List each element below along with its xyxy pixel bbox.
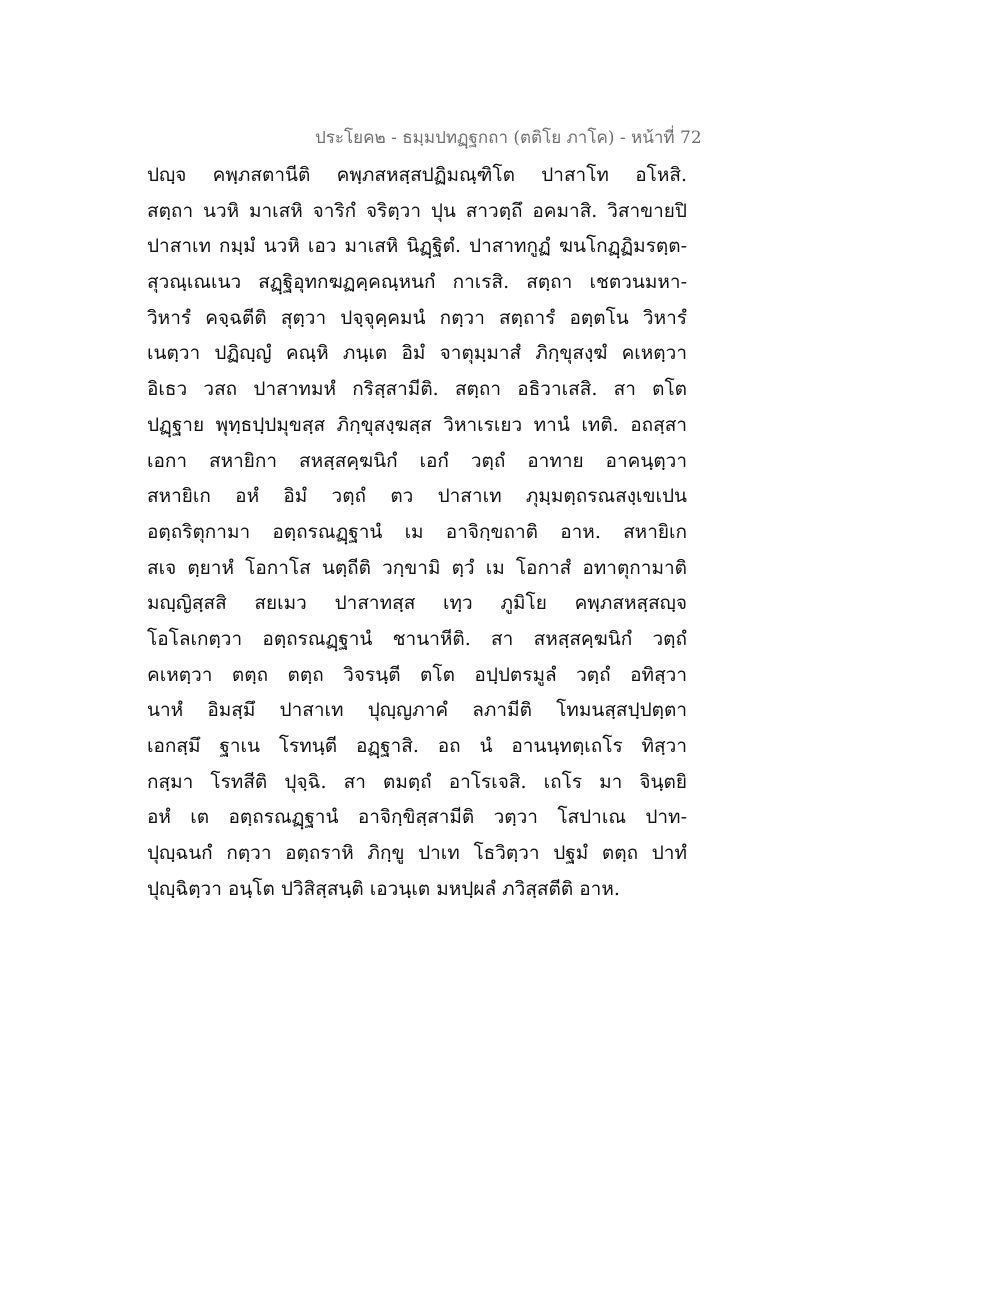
- text-line: สหายิเก อหํ อิมํ วตฺถํ ตว ปาสาเท ภุมฺมตฺถรณสงฺเขเปน: [147, 485, 687, 508]
- text-line: เนตฺวา ปฏิญฺญํ คณฺหิ ภนฺเต อิมํ จาตุมฺมาสํ ภิกฺขุสงฺฆํ คเหตฺวา: [147, 342, 687, 365]
- text-line: เอกสฺมึ ฐาเน โรทนฺตี อฏฺฐาสิ. อถ นํ อานนฺทตฺเถโร ทิสฺวา: [147, 735, 687, 757]
- text-line: ปาสาเท กมฺมํ นวหิ เอว มาเสหิ นิฏฺฐิตํ. ปาสาทกูฏํ ฆนโกฏฺฏิมรตฺต-: [147, 235, 687, 258]
- text-line: อิเธว วสถ ปาสาทมหํ กริสฺสามีติ. สตฺถา อธิวาเสสิ. สา ตโต: [147, 378, 687, 401]
- running-header: ประโยค๒ - ธมฺมปทฏฺฐกถา (ตติโย ภาโค) - หน้าที่ 72: [315, 128, 702, 148]
- text-line: นาหํ อิมสฺมึ ปาสาเท ปุญฺญภาคํ ลภามีติ โทมนสฺสปฺปตฺตา: [147, 699, 687, 722]
- text-line: สุวณฺเณเนว สฏฺฐิอุทกฆฏคฺคณฺหนกํ กาเรสิ. สตฺถา เชตวนมหา-: [147, 271, 687, 294]
- text-line: กสฺมา โรทสีติ ปุจฺฉิ. สา ตมตฺถํ อาโรเจสิ. เถโร มา จินฺตยิ: [147, 770, 687, 793]
- text-line: ปุญฺฉิตฺวา อนฺโต ปวิสิสฺสนฺติ เอวนฺเต มหปฺผลํ ภวิสฺสตีติ อาห.: [147, 877, 620, 900]
- text-line: วิหารํ คจฺฉตีติ สุตฺวา ปจฺจุคฺคมนํ กตฺวา สตฺถารํ อตฺตโน วิหารํ: [147, 306, 687, 329]
- text-line: ปญฺจ คพฺภสตานีติ คพฺภสหสฺสปฏิมณฺฑิโต ปาสาโท อโหสิ.: [147, 164, 687, 186]
- text-line: ปุญฺฉนกํ กตฺวา อตฺถราหิ ภิกฺขู ปาเท โธวิตฺวา ปฐมํ ตตฺถ ปาทํ: [147, 842, 687, 865]
- text-line: สตฺถา นวหิ มาเสหิ จาริกํ จริตฺวา ปุน สาวตฺถึ อคมาสิ. วิสาขายปิ: [147, 199, 687, 222]
- text-line: คเหตฺวา ตตฺถ ตตฺถ วิจรนฺตี ตโต อปฺปตรมูลํ วตฺถํ อทิสฺวา: [147, 663, 687, 686]
- text-line: โอโลเกตฺวา อตฺถรณฏฺฐานํ ชานาหีติ. สา สหสฺสคฺฆนิกํ วตฺถํ: [147, 627, 687, 650]
- body-text: [147, 158, 687, 907]
- text-line: มญฺญิสฺสสิ สยเมว ปาสาทสฺส เทฺว ภูมิโย คพฺภสหสฺสญฺจ: [147, 592, 687, 615]
- text-line: สเจ ตฺยาหํ โอกาโส นตฺถีติ วกฺขามิ ตฺวํ เม โอกาสํ อทาตุกามาติ: [147, 556, 687, 579]
- text-line: อตฺถริตุกามา อตฺถรณฏฺฐานํ เม อาจิกฺขถาติ อาห. สหายิเก: [147, 520, 687, 543]
- text-line: ปฏฺฐาย พุทฺธปฺปมุขสฺส ภิกฺขุสงฺฆสฺส วิหาเรเยว ทานํ เทติ. อถสฺสา: [147, 413, 687, 436]
- text-line: อหํ เต อตฺถรณฏฺฐานํ อาจิกฺขิสฺสามีติ วตฺวา โสปาเณ ปาท-: [147, 806, 687, 829]
- text-line: เอกา สหายิกา สหสฺสคฺฆนิกํ เอกํ วตฺถํ อาทาย อาคนฺตฺวา: [147, 449, 687, 472]
